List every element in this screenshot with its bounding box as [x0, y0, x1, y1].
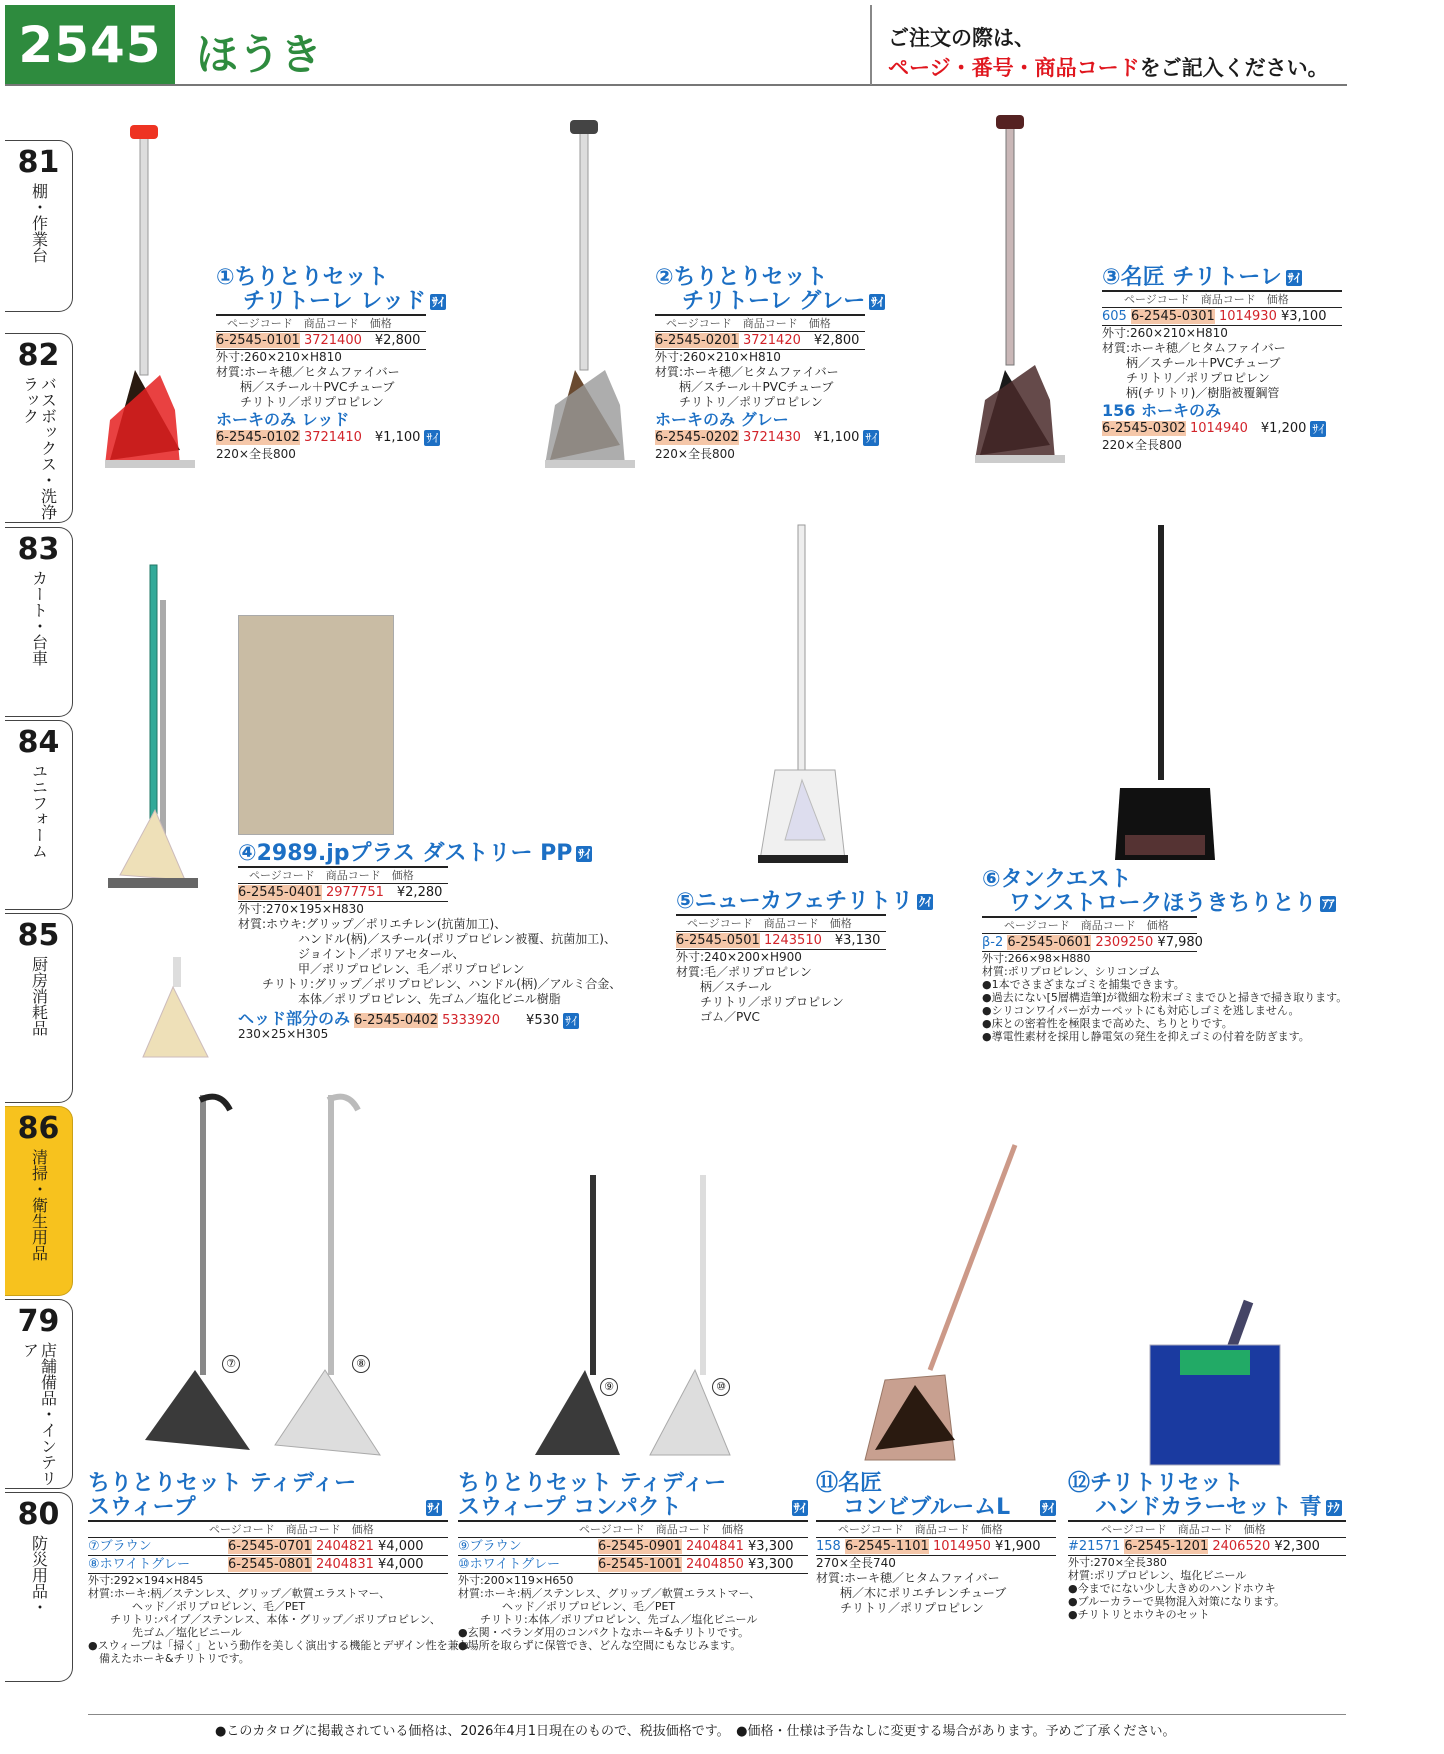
sub-title: ホーキのみ レッド — [216, 410, 350, 429]
page-code: 6-2545-0401 — [238, 885, 322, 900]
product-title — [1102, 266, 1342, 290]
product-code: 2404831 — [315, 1557, 374, 1572]
product-title-2 — [458, 1496, 808, 1520]
catalog-page: 158 — [816, 1539, 841, 1554]
product-title: ちりとりセット ティディー — [88, 1471, 357, 1496]
page-code: 6-2545-0901 — [598, 1539, 682, 1554]
size-note: 220×全長800 — [1102, 438, 1182, 452]
product-4 — [238, 842, 658, 1042]
table-row — [88, 1556, 448, 1574]
catalog-page: β-2 — [982, 935, 1004, 950]
title-text: スウィープ コンパクト — [458, 1495, 682, 1520]
number-7: ⑦ — [222, 1355, 240, 1373]
tab-82[interactable] — [5, 333, 73, 523]
tab-85[interactable] — [5, 913, 73, 1103]
product-spec: 外寸:260×210×H810 材質:ホーキ穂／ヒタムファイバー 柄／スチール＋PVCチューブ チリトリ／ポリプロピレン 柄(チリトリ)／樹脂被覆鋼管 — [1102, 326, 1286, 400]
sub-title: 156 ホーキのみ — [1102, 401, 1221, 420]
tab-label: 厨房消耗品 — [29, 956, 49, 1036]
product-code: 1014940 — [1189, 421, 1248, 436]
page-code: 6-2545-0301 — [1130, 309, 1215, 324]
tab-label: バスボックス・洗浄ラック — [20, 376, 58, 520]
table-row — [458, 1538, 808, 1556]
tab-label: 店舗備品・インテリア — [20, 1342, 58, 1486]
product-9-10 — [458, 1472, 808, 1652]
product-5 — [676, 889, 932, 1025]
tab-number: 79 — [17, 1304, 60, 1339]
table-header: ページコード 商品コード 価格 — [458, 1520, 808, 1538]
product-spec: 270×全長740 材質:ホーキ穂／ヒタムファイバー 柄／木にポリエチレンチューブ チリトリ／ポリプロピレン — [816, 1556, 1007, 1615]
number-8: ⑧ — [352, 1355, 370, 1373]
product-title-2 — [1068, 1496, 1346, 1520]
product-spec: 外寸:260×210×H810 材質:ホーキ穂／ヒタムファイバー 柄／スチール＋PVCチューブ チリトリ／ポリプロピレン — [216, 350, 400, 409]
sub-row — [238, 1009, 658, 1027]
tab-label: 防災用品・ — [29, 1535, 49, 1615]
product-code: 2404821 — [315, 1539, 374, 1554]
tag-icon: ｸｲ — [919, 895, 932, 909]
page-code: 6-2545-0202 — [655, 430, 739, 445]
product-11 — [816, 1472, 1056, 1616]
product-code: 1243510 — [763, 933, 822, 948]
sub-row — [655, 429, 878, 447]
product-code: 3721420 — [742, 333, 801, 348]
tag-icon: ｻｲ — [793, 1501, 806, 1515]
title-text: ④2989.jpプラス ダストリー PP — [238, 841, 573, 866]
price: ¥3,300 — [748, 1539, 794, 1554]
size-note: 220×全長800 — [216, 447, 296, 461]
product-title: ②ちりとりセット — [655, 265, 828, 290]
hand-color-set-image — [1140, 1295, 1290, 1475]
dustry-head-image — [138, 952, 218, 1062]
product-code: 1014930 — [1218, 309, 1277, 324]
tab-79[interactable] — [5, 1299, 73, 1489]
price: ¥3,300 — [748, 1557, 794, 1572]
product-title-2 — [982, 892, 1342, 916]
table-row — [1068, 1538, 1346, 1556]
product-title: ちりとりセット ティディー — [458, 1471, 727, 1496]
notice-black-text: をご記入ください。 — [1139, 56, 1329, 80]
tab-number: 81 — [17, 145, 60, 180]
table-header: ページコード 商品コード 価格 — [216, 314, 426, 332]
table-header: ページコード 商品コード 価格 — [238, 866, 448, 884]
product-title — [676, 889, 932, 914]
tab-81[interactable] — [5, 140, 73, 312]
price: ¥530 — [526, 1013, 560, 1028]
product-code: 2406520 — [1212, 1539, 1271, 1554]
product-spec: 外寸:266×98×H880 材質:ポリプロピレン、シリコンゴム ●1本でさまざまなゴミを捕集できます。 ●過去にない[5層構造筆]が微細な粉末ゴミまでひと掃きで掃き取ります。 ●シリコンワイパーがカーペットにも対応しゴミを逃しません。 ●床との密着性を極限まで高めた、ちりとりです。 ●導電性素材を採用し静電気の発生を抑えゴミの付着を防ぎます。 — [982, 952, 1348, 1043]
product-code: 1014950 — [932, 1539, 991, 1554]
tab-84[interactable] — [5, 720, 73, 910]
footer-rule — [88, 1714, 1346, 1715]
color-variant: ⑦ブラウン — [88, 1539, 152, 1554]
notice-line2 — [888, 53, 1348, 83]
tank-quest-image — [1110, 520, 1220, 865]
broom-set-gray-image — [540, 115, 660, 475]
title-text: ⑤ニューカフェチリトリ — [676, 889, 914, 914]
product-12 — [1068, 1472, 1346, 1621]
price: ¥2,800 — [374, 333, 421, 348]
number-9: ⑨ — [600, 1378, 618, 1396]
table-row — [238, 884, 448, 902]
tab-label: 棚・作業台 — [29, 183, 49, 263]
page-code: 6-2545-0501 — [676, 933, 760, 948]
product-title-2 — [816, 1496, 1056, 1520]
tag-icon: ｻｲ — [1287, 271, 1300, 285]
product-title-2 — [655, 289, 884, 314]
title-text: ③名匠 チリトーレ — [1102, 265, 1282, 290]
product-code: 3721430 — [742, 430, 801, 445]
table-header: ページコード 商品コード 価格 — [816, 1520, 1056, 1538]
price: ¥4,000 — [378, 1539, 424, 1554]
page-code: 6-2545-0701 — [228, 1539, 312, 1554]
price: ¥1,100 — [813, 430, 860, 445]
product-code: 2404841 — [685, 1539, 744, 1554]
page-title: ほうき — [196, 30, 323, 79]
product-title-2 — [88, 1496, 448, 1520]
product-code: 3721410 — [303, 430, 362, 445]
title-text: コンビブルームL — [843, 1495, 1011, 1520]
title-text: ハンドカラーセット 青 — [1095, 1495, 1322, 1520]
table-row — [655, 332, 865, 350]
product-spec: 外寸:270×全長380 材質:ポリプロピレン、塩化ビニール ●今までにない少し大きめのハンドホウキ ●ブルーカラーで異物混入対策になります。 ●チリトリとホウキのセット — [1068, 1556, 1286, 1621]
product-code: 3721400 — [303, 333, 362, 348]
tab-80[interactable] — [5, 1492, 73, 1682]
product-title: ⑥タンクエスト — [982, 867, 1132, 892]
page-code: 6-2545-0101 — [216, 333, 300, 348]
table-row — [816, 1538, 1056, 1556]
price: ¥3,130 — [834, 933, 881, 948]
tab-label: カート・台車 — [29, 570, 49, 666]
price: ¥2,280 — [396, 885, 443, 900]
product-spec: 外寸:240×200×H900 材質:毛／ポリプロピレン 柄／スチール チリトリ／ポリプロピレン ゴム／PVC — [676, 950, 844, 1024]
tag-icon: ｻｲ — [1312, 421, 1325, 436]
product-2 — [655, 265, 884, 462]
broom-set-red-image — [100, 120, 220, 470]
table-row — [216, 332, 426, 350]
page-code: 6-2545-0201 — [655, 333, 739, 348]
meisho-broom-set-image — [970, 110, 1090, 470]
table-row — [982, 934, 1203, 952]
tab-number: 80 — [17, 1497, 60, 1532]
price: ¥7,980 — [1157, 935, 1203, 950]
table-row — [88, 1538, 448, 1556]
product-code: 2404850 — [685, 1557, 744, 1572]
price: ¥1,100 — [374, 430, 421, 445]
product-spec: 外寸:292×194×H845 材質:ホーキ:柄／ステンレス、グリップ／軟質エラストマー、 ヘッド／ポリプロピレン、毛／PET チリトリ:パイプ／ステンレス、本体・グリップ／ポリプロピレン、 先ゴム／塩化ビニール ●スウィープは「掃く」という動作を美しく演出する機能とデザイン性を兼ね 備えたホーキ&チリトリです。 — [88, 1574, 470, 1665]
table-row — [1102, 308, 1342, 326]
table-header: ページコード 商品コード 価格 — [88, 1520, 448, 1538]
product-spec: 外寸:260×210×H810 材質:ホーキ穂／ヒタムファイバー 柄／スチール＋PVCチューブ チリトリ／ポリプロピレン — [655, 350, 839, 409]
sub-title: ホーキのみ グレー — [655, 410, 789, 429]
order-notice — [870, 5, 1348, 85]
page-code: 6-2545-1101 — [844, 1539, 929, 1554]
catalog-page: #21571 — [1068, 1539, 1121, 1554]
table-header: ページコード 商品コード 価格 — [1102, 290, 1342, 308]
page-code: 6-2545-0601 — [1007, 935, 1092, 950]
color-variant: ⑧ホワイトグレー — [88, 1557, 191, 1572]
product-6 — [982, 867, 1348, 1043]
tag-icon: ﾅｸ — [1327, 1501, 1340, 1515]
tab-number: 86 — [17, 1111, 60, 1146]
price: ¥2,800 — [813, 333, 860, 348]
product-3 — [1102, 266, 1342, 453]
title-text: ワンストロークほうきちりとり — [1009, 891, 1317, 916]
tab-number: 85 — [17, 918, 60, 953]
product-title — [238, 842, 658, 866]
tab-label: 清掃・衛生用品 — [29, 1149, 49, 1261]
price: ¥3,100 — [1280, 309, 1327, 324]
notice-line1: ご注文の際は、 — [888, 26, 1035, 50]
price: ¥2,300 — [1274, 1539, 1320, 1554]
product-code: 2309250 — [1095, 935, 1154, 950]
footer-note: ●このカタログに掲載されている価格は、2026年4月1日現在のもので、税抜価格です。 ●価格・仕様は予告なしに変更する場合があります。予めご了承ください。 — [215, 1724, 1176, 1739]
tab-number: 82 — [17, 338, 60, 373]
table-header: ページコード 商品コード 価格 — [982, 916, 1197, 934]
table-row — [676, 932, 886, 950]
tag-icon: ｻｲ — [427, 1501, 440, 1515]
tab-86[interactable] — [5, 1106, 73, 1296]
dustry-pp-image — [100, 560, 210, 940]
tag-icon: ｻｲ — [1042, 1501, 1055, 1515]
product-title: ⑫チリトリセット — [1068, 1471, 1244, 1496]
product-7-8 — [88, 1471, 470, 1665]
price: ¥1,900 — [994, 1539, 1041, 1554]
page-code: 6-2545-0302 — [1102, 421, 1186, 436]
new-cafe-dustpan-image — [750, 520, 860, 870]
catalog-page: 605 — [1102, 309, 1127, 324]
product-title: ①ちりとりセット — [216, 265, 389, 290]
tag-icon: ｻｲ — [565, 1013, 578, 1028]
product-code: 2977751 — [325, 885, 384, 900]
page-code: 6-2545-1201 — [1124, 1539, 1209, 1554]
tab-number: 83 — [17, 532, 60, 567]
tag-icon: ｻｲ — [865, 430, 878, 445]
title-text: チリトーレ レッド — [243, 289, 426, 314]
title-text: チリトーレ グレー — [682, 289, 866, 314]
product-spec: 外寸:200×119×H650 材質:ホーキ:柄／ステンレス、グリップ／軟質エラストマー、 ヘッド／ポリプロピレン、毛／PET チリトリ:本体／ポリプロピレン、先ゴム／塩化ビニール ●玄関・ベランダ用のコンパクトなホーキ&チリトリです。 ●場所を取らずに保管でき、どんな空間にもなじみます。 — [458, 1574, 761, 1652]
size-note: 230×25×H305 — [238, 1027, 329, 1041]
page-code: 6-2545-0402 — [354, 1013, 438, 1028]
product-spec: 外寸:270×195×H830 材質:ホウキ:グリップ／ポリエチレン(抗菌加工)、 ハンドル(柄)／スチール(ポリプロピレン被覆、抗菌加工)、 ジョイント／ポリアセタール、 甲／ポリプロピレン、毛／ポリプロピレン チリトリ:グリップ／ポリプロピレン、ハンドル(柄)／アルミ合金、 本体／ポリプロピレン、先ゴム／塩化ビニル樹脂 — [238, 902, 622, 1006]
sub-row — [1102, 420, 1342, 438]
tag-icon: ｻｲ — [426, 430, 439, 445]
table-row — [458, 1556, 808, 1574]
color-variant: ⑨ブラウン — [458, 1539, 522, 1554]
page-code: 6-2545-1001 — [598, 1557, 682, 1572]
number-10: ⑩ — [712, 1378, 730, 1396]
sub-row — [216, 429, 439, 447]
page-code: 6-2545-0102 — [216, 430, 300, 445]
tab-number: 84 — [17, 725, 60, 760]
page-code: 6-2545-0801 — [228, 1557, 312, 1572]
product-1 — [216, 265, 445, 462]
product-title-2 — [216, 289, 445, 314]
tidy-sweep-image — [140, 1090, 400, 1460]
tag-icon: ｱｱ — [1322, 897, 1335, 911]
color-variant: ⑩ホワイトグレー — [458, 1557, 561, 1572]
notice-red-text: ページ・番号・商品コード — [888, 56, 1140, 80]
tab-label: ユニフォーム — [29, 763, 49, 859]
table-header: ページコード 商品コード 価格 — [1068, 1520, 1346, 1538]
size-note: 220×全長800 — [655, 447, 735, 461]
product-code: 5333920 — [442, 1013, 501, 1028]
combi-broom-image — [855, 1140, 1035, 1470]
product-title: ⑪名匠 — [816, 1471, 883, 1496]
tag-icon: ｻｲ — [432, 295, 445, 309]
price: ¥1,200 — [1260, 421, 1307, 436]
title-text: スウィープ — [88, 1495, 196, 1520]
dustry-usage-photo — [238, 615, 394, 835]
price: ¥4,000 — [378, 1557, 424, 1572]
tag-icon: ｻｲ — [578, 847, 591, 861]
table-header: ページコード 商品コード 価格 — [676, 914, 886, 932]
tab-83[interactable] — [5, 527, 73, 717]
tag-icon: ｻｲ — [871, 295, 884, 309]
sub-title: ヘッド部分のみ — [238, 1009, 351, 1028]
page-number: 2545 — [5, 5, 175, 85]
table-header: ページコード 商品コード 価格 — [655, 314, 865, 332]
tidy-sweep-compact-image — [530, 1170, 740, 1460]
